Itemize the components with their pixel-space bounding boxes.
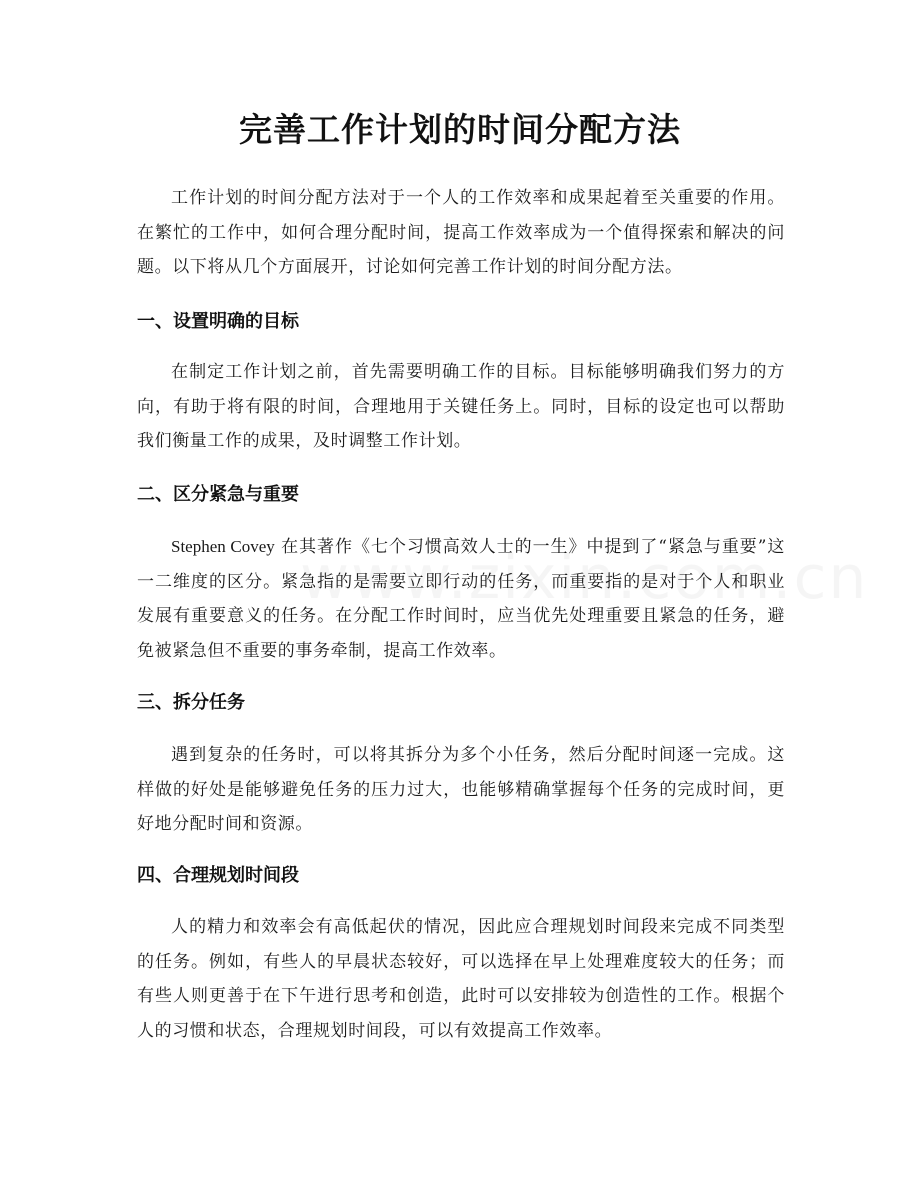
section-body-2-text: 在其著作《七个习惯高效人士的一生》中提到了“紧急与重要”这一二维度的区分。紧急指的是需要立即行动的任务，而重要指的是对于个人和职业发展有重要意义的任务。在分配工作时间时，应当优先处理重要且紧急的任务，避免被紧急但不重要的事务牵制，提高工作效率。 xyxy=(137,537,785,661)
intro-paragraph: 工作计划的时间分配方法对于一个人的工作效率和成果起着至关重要的作用。在繁忙的工作中，如何合理分配时间，提高工作效率成为一个值得探索和解决的问题。以下将从几个方面展开，讨论如何完善工作计划的时间分配方法。 xyxy=(137,188,785,277)
section-body-2 xyxy=(137,530,785,668)
section-body-1: 在制定工作计划之前，首先需要明确工作的目标。目标能够明确我们努力的方向，有助于将有限的时间，合理地用于关键任务上。同时，目标的设定也可以帮助我们衡量工作的成果，及时调整工作计划。 xyxy=(137,362,785,451)
section-heading-3: 三、拆分任务 xyxy=(137,692,245,713)
section-heading-2: 二、区分紧急与重要 xyxy=(137,484,299,505)
document-title: 完善工作计划的时间分配方法 xyxy=(239,110,681,149)
section-body-3: 遇到复杂的任务时，可以将其拆分为多个小任务，然后分配时间逐一完成。这样做的好处是能够避免任务的压力过大，也能够精确掌握每个任务的完成时间，更好地分配时间和资源。 xyxy=(137,745,785,834)
section-heading-4: 四、合理规划时间段 xyxy=(137,865,299,886)
section-body-4: 人的精力和效率会有高低起伏的情况，因此应合理规划时间段来完成不同类型的任务。例如，有些人的早晨状态较好，可以选择在早上处理难度较大的任务；而有些人则更善于在下午进行思考和创造，此时可以安排较为创造性的工作。根据个人的习惯和状态，合理规划时间段，可以有效提高工作效率。 xyxy=(137,917,785,1041)
author-name: Stephen Covey xyxy=(171,537,275,556)
section-heading-1: 一、设置明确的目标 xyxy=(137,311,299,332)
